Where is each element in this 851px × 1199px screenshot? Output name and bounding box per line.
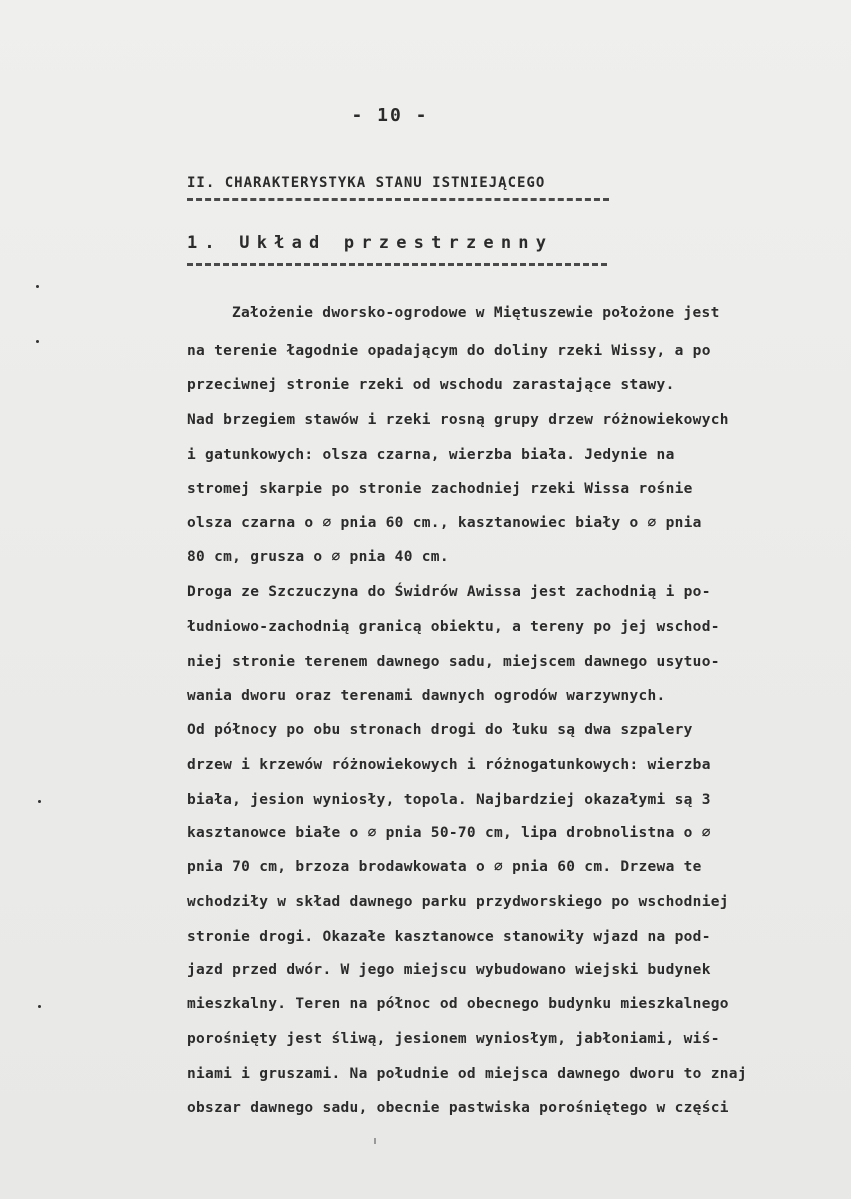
paragraph-line: drzew i krzewów różnowiekowych i różnogatunkowych: wierzba [187, 757, 711, 773]
subsection-heading: 1. Układ przestrzenny [187, 233, 554, 253]
scan-mark [374, 1138, 376, 1144]
margin-mark [38, 1005, 41, 1008]
section-heading: II. CHARAKTERYSTYKA STANU ISTNIEJĄCEGO [187, 175, 546, 191]
margin-mark [36, 340, 39, 343]
paragraph-line: kasztanowce białe o ∅ pnia 50-70 cm, lipa drobnolistna o ∅ [187, 825, 711, 841]
paragraph-line: niej stronie terenem dawnego sadu, miejscem dawnego usytuo- [187, 654, 720, 670]
paragraph-line: przeciwnej stronie rzeki od wschodu zarastające stawy. [187, 377, 675, 393]
paragraph-line: mieszkalny. Teren na północ od obecnego budynku mieszkalnego [187, 996, 729, 1012]
paragraph-line: porośnięty jest śliwą, jesionem wyniosłym, jabłoniami, wiś- [187, 1031, 720, 1047]
margin-mark [36, 285, 39, 288]
paragraph-line: niami i gruszami. Na południe od miejsca dawnego dworu to znaj [187, 1066, 747, 1082]
paragraph-line: stromej skarpie po stronie zachodniej rzeki Wissa rośnie [187, 481, 693, 497]
section-heading-underline [187, 198, 609, 201]
paragraph-line: Nad brzegiem stawów i rzeki rosną grupy drzew różnowiekowych [187, 412, 729, 428]
paragraph-line: biała, jesion wyniosły, topola. Najbardziej okazałymi są 3 [187, 792, 711, 808]
paragraph-line: Od północy po obu stronach drogi do łuku są dwa szpalery [187, 722, 693, 738]
page-number: - 10 - [351, 105, 429, 126]
paragraph-line: łudniowo-zachodnią granicą obiektu, a tereny po jej wschod- [187, 619, 720, 635]
paragraph-line: wania dworu oraz terenami dawnych ogrodów warzywnych. [187, 688, 666, 704]
paragraph-line: pnia 70 cm, brzoza brodawkowata o ∅ pnia 60 cm. Drzewa te [187, 859, 702, 875]
paragraph-line: wchodziły w skład dawnego parku przydworskiego po wschodniej [187, 894, 729, 910]
paragraph-line: Droga ze Szczuczyna do Świdrów Awissa jest zachodnią i po- [187, 584, 711, 600]
paragraph-line: olsza czarna o ∅ pnia 60 cm., kasztanowiec biały o ∅ pnia [187, 515, 702, 531]
paragraph-line: i gatunkowych: olsza czarna, wierzba biała. Jedynie na [187, 447, 675, 463]
paragraph-line: na terenie łagodnie opadającym do doliny rzeki Wissy, a po [187, 343, 711, 359]
margin-mark [38, 800, 41, 803]
paragraph-line: jazd przed dwór. W jego miejscu wybudowano wiejski budynek [187, 962, 711, 978]
paragraph-line: stronie drogi. Okazałe kasztanowce stanowiły wjazd na pod- [187, 929, 711, 945]
paragraph-line: 80 cm, grusza o ∅ pnia 40 cm. [187, 549, 449, 565]
paragraph-line: obszar dawnego sadu, obecnie pastwiska porośniętego w części [187, 1100, 729, 1116]
subsection-heading-underline [187, 263, 607, 266]
paragraph-line: Założenie dworsko-ogrodowe w Miętuszewie położone jest [232, 305, 720, 321]
